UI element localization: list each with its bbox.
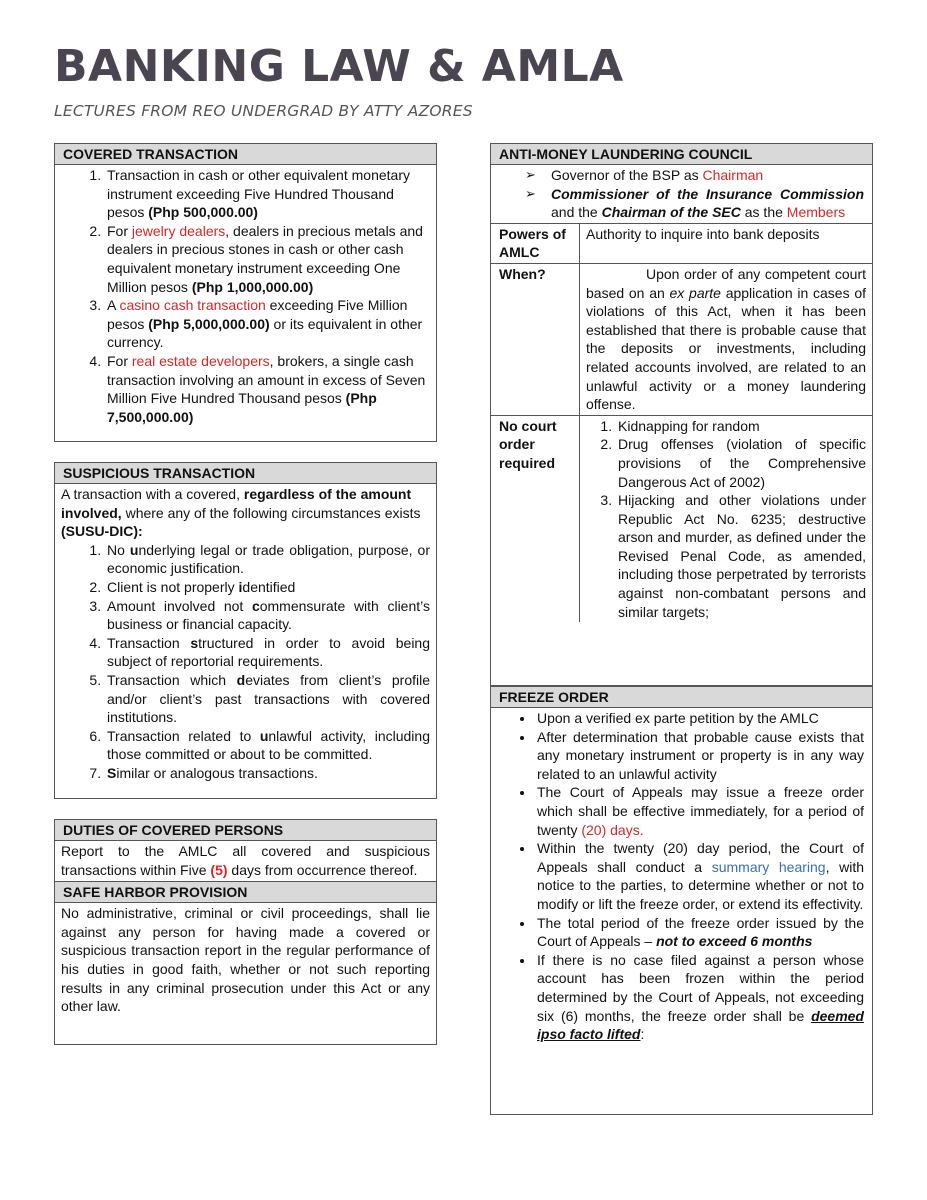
duties-text: Report to the AMLC all covered and suspicious transactions within Five (5) days from occurrence thereof. [61, 843, 430, 878]
list-item: 4. Transaction structured in order to avoid being subject of reportorial requirements. [105, 634, 430, 671]
duties-heading: DUTIES OF COVERED PERSONS [55, 820, 436, 841]
no-court-list [580, 417, 866, 622]
list-item: 2. Drug offenses (violation of specific provisions of the Comprehensive Dangerous Act of 2002) [616, 435, 866, 491]
powers-label: Powers of AMLC [491, 223, 580, 263]
page-subtitle: LECTURES FROM REO UNDERGRAD BY ATTY AZORES [54, 102, 473, 120]
list-item: 5. Transaction which deviates from client’s profile and/or client’s past transactions with covered institutions. [105, 671, 430, 727]
freeze-order-heading: FREEZE ORDER [491, 687, 872, 708]
list-item: 1. No underlying legal or trade obligation, purpose, or economic justification. [105, 541, 430, 578]
covered-transaction-heading: COVERED TRANSACTION [55, 144, 436, 165]
list-item: 2. Client is not properly identified [105, 578, 430, 597]
list-item: • If there is no case filed against a person whose account has been frozen within the period determined by the Court of Appeals, not exceeding six (6) months, the freeze order shall be deemed ipso facto lifted: [535, 951, 864, 1044]
list-item: 3. A casino cash transaction exceeding Five Million pesos (Php 5,000,000.00) or its equivalent in other currency. [105, 296, 430, 352]
list-item: 2. For jewelry dealers, dealers in precious metals and dealers in precious stones in cash or other cash equivalent monetary instrument exceeding One Million pesos (Php 1,000,000.00) [105, 222, 430, 296]
table-row [491, 415, 872, 622]
list-item: • The Court of Appeals may issue a freeze order which shall be effective immediately, for a period of twenty (20) days. [535, 783, 864, 839]
freeze-order-box [490, 686, 873, 1115]
covered-transaction-list [61, 166, 430, 426]
list-item: 7. Similar or analogous transactions. [105, 764, 430, 783]
list-item: • Upon a verified ex parte petition by the AMLC [535, 709, 864, 728]
when-label: When? [491, 263, 580, 415]
duties-box [54, 819, 437, 1045]
amlc-table [491, 223, 872, 622]
when-text: Upon order of any competent court based on an ex parte application in cases of violations of this Act, when it has been established that there is probable cause that the deposits or investments, including related accounts involved, are related to an unlawful activity or a money laundering offense. [580, 263, 873, 415]
suspicious-transaction-box [54, 462, 437, 799]
table-row [491, 223, 872, 263]
list-item: ➢ Governor of the BSP as Chairman [551, 166, 864, 185]
powers-text: Authority to inquire into bank deposits [580, 223, 873, 263]
list-item: • Within the twenty (20) day period, the Court of Appeals shall conduct a summary hearing, with notice to the parties, to determine whether or not to modify or lift the freeze order, or extend its effectivity. [535, 839, 864, 913]
list-item: • After determination that probable cause exists that any monetary instrument or property is in any way related to an unlawful activity [535, 728, 864, 784]
page-title: BANKING LAW & AMLA [54, 41, 624, 92]
covered-transaction-box [54, 143, 437, 442]
amlc-box [490, 143, 873, 686]
list-item: 1. Kidnapping for random [616, 417, 866, 436]
list-item: 1. Transaction in cash or other equivalent monetary instrument exceeding Five Hundred Thousand pesos (Php 500,000.00) [105, 166, 430, 222]
safe-harbor-heading: SAFE HARBOR PROVISION [55, 881, 436, 903]
no-court-cell [580, 415, 873, 622]
table-row [491, 263, 872, 415]
amlc-heading: ANTI-MONEY LAUNDERING COUNCIL [491, 144, 872, 165]
suspicious-transaction-intro: A transaction with a covered, regardless of the amount involved, where any of the following circumstances exists (SUSU-DIC): [61, 486, 421, 540]
list-item: 3. Amount involved not commensurate with client’s business or financial capacity. [105, 597, 430, 634]
suspicious-transaction-list [61, 541, 430, 783]
list-item: ➢ Commissioner of the Insurance Commission and the Chairman of the SEC as the Members [551, 185, 864, 222]
safe-harbor-text: No administrative, criminal or civil proceedings, shall lie against any person for having made a covered or suspicious transaction report in the regular performance of his duties in good faith, whether or not such reporting results in any criminal prosecution under this Act or any other law. [61, 905, 430, 1015]
freeze-order-list [491, 708, 872, 1044]
amlc-members [491, 165, 872, 223]
list-item: 6. Transaction related to unlawful activity, including those committed or about to be committed. [105, 727, 430, 764]
list-item: • The total period of the freeze order issued by the Court of Appeals – not to exceed 6 months [535, 914, 864, 951]
no-court-label: No court order required [491, 415, 580, 622]
suspicious-transaction-heading: SUSPICIOUS TRANSACTION [55, 463, 436, 484]
list-item: 3. Hijacking and other violations under Republic Act No. 6235; destructive arson and murder, as defined under the Revised Penal Code, as amended, including those perpetrated by terrorists against non-combatant persons and similar targets; [616, 491, 866, 621]
list-item: 4. For real estate developers, brokers, a single cash transaction involving an amount in excess of Seven Million Five Hundred Thousand pesos (Php 7,500,000.00) [105, 352, 430, 426]
